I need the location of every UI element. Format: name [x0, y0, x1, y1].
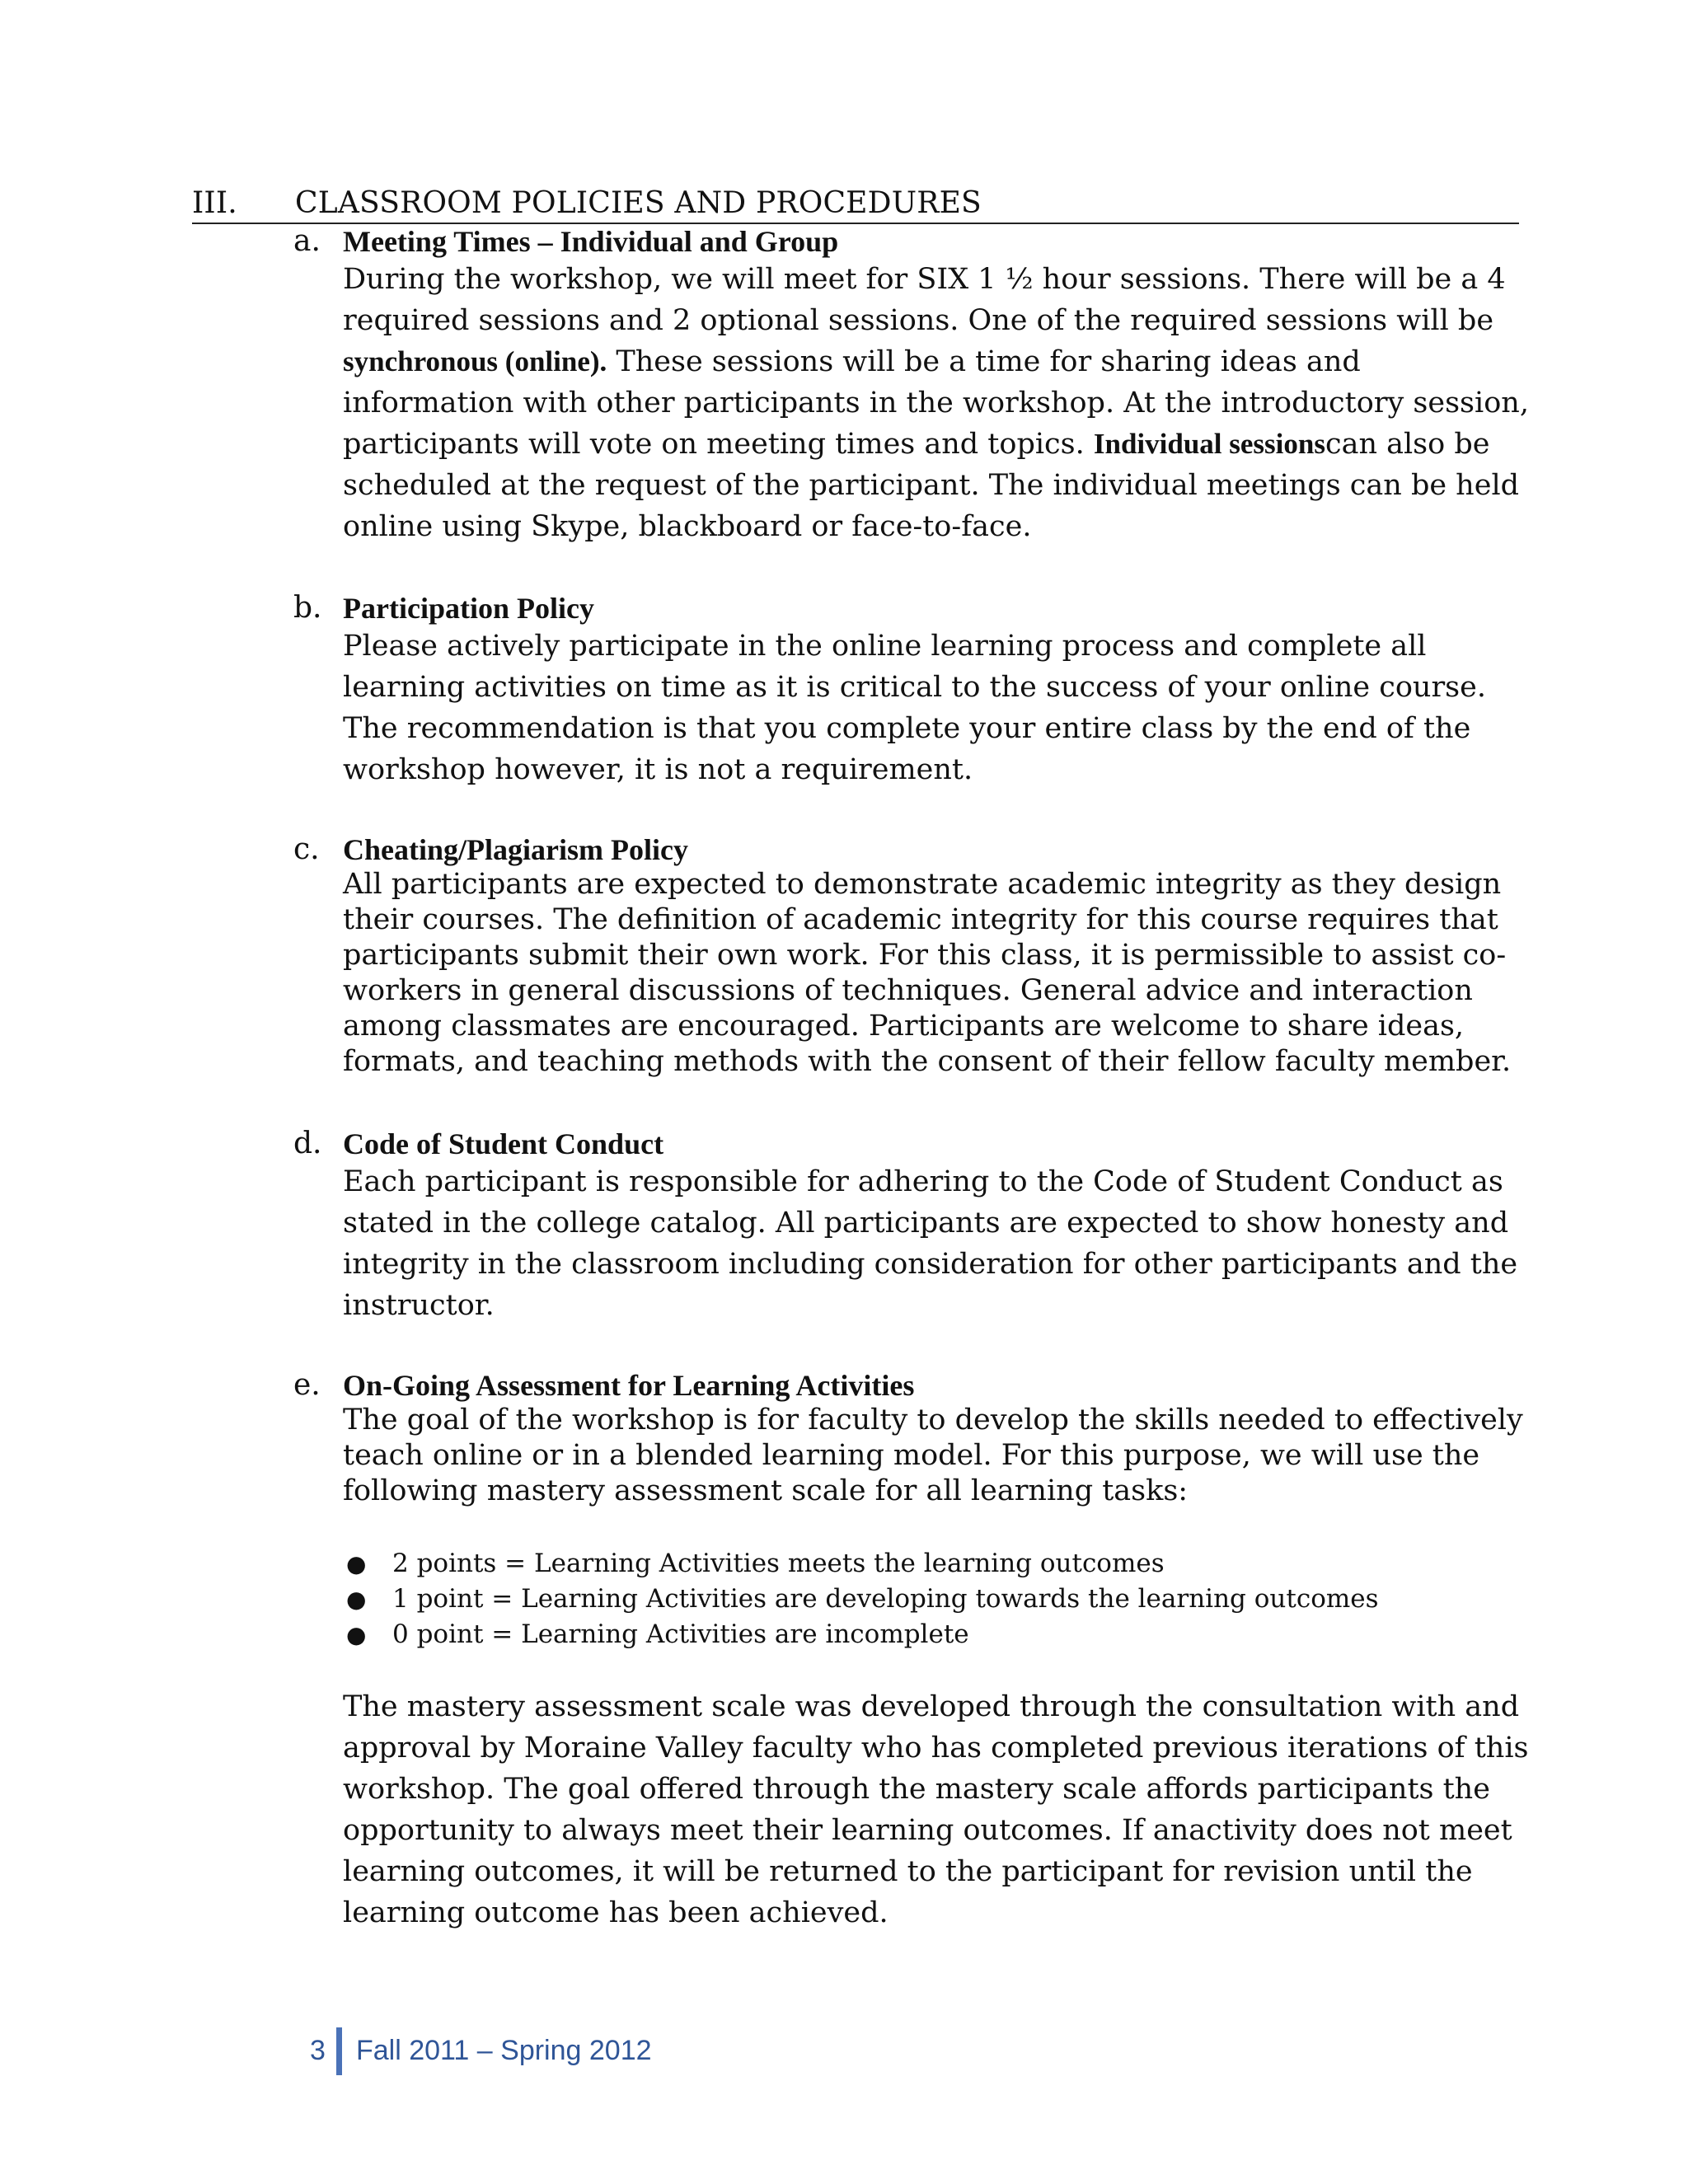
list-item — [343, 1546, 1530, 1582]
item-heading: On-Going Assessment for Learning Activities — [343, 1369, 915, 1402]
emphasis-synchronous: synchronous (online). — [343, 345, 607, 377]
item-marker: b. — [293, 591, 322, 625]
body-text: These sessions will be a time for sharing ideas and information with other participants in the workshop. At the introductory session, participants will vote on meeting times and topics. — [343, 345, 1529, 461]
footer-divider-bar — [336, 2027, 342, 2075]
list-item-text: 0 point = Learning Activities are incomplete — [392, 1619, 969, 1649]
meeting-times-paragraph — [343, 259, 1530, 547]
bullet-icon: ● — [346, 1550, 367, 1577]
list-item-text: 2 points = Learning Activities meets the learning outcomes — [392, 1549, 1165, 1578]
item-heading: Code of Student Conduct — [343, 1127, 664, 1160]
assessment-scale-list — [343, 1546, 1530, 1652]
footer-term: Fall 2011 – Spring 2012 — [356, 2035, 652, 2066]
item-body — [343, 259, 1530, 547]
item-marker: d. — [293, 1127, 322, 1160]
item-marker: a. — [293, 224, 321, 258]
assessment-closing-paragraph: The mastery assessment scale was developed through the consultation with and approval by Moraine Valley faculty who has completed previous iterations of this workshop. The goal offered through the mastery scale affords participants the opportunity to always meet their learning outcomes. If anactivity does not meet learning outcomes, it will be returned to the participant for revision until the learning outcome has been achieved. — [343, 1690, 1529, 1929]
bullet-icon: ● — [346, 1586, 367, 1613]
item-body: Please actively participate in the online learning process and complete all learning activities on time as it is critical to the success of your online course. The recommendation is that you complete your entire class by the end of the workshop however, it is not a requirement. — [343, 630, 1486, 786]
section-heading — [192, 185, 1519, 224]
section-title: CLASSROOM POLICIES AND PROCEDURES — [295, 186, 982, 220]
body-text: During the workshop, we will meet for SIX 1 ½ hour sessions. There will be a 4 required sessions and 2 optional sessions. One of the required sessions will be — [343, 263, 1506, 337]
emphasis-individual-sessions: Individual sessions — [1093, 428, 1325, 460]
list-item-text: 1 point = Learning Activities are developing towards the learning outcomes — [392, 1584, 1379, 1614]
item-marker: c. — [293, 832, 320, 866]
item-heading: Cheating/Plagiarism Policy — [343, 833, 688, 866]
bullet-icon: ● — [346, 1621, 367, 1648]
item-heading: Participation Policy — [343, 592, 594, 625]
item-heading: Meeting Times – Individual and Group — [343, 225, 839, 258]
list-item — [343, 1582, 1530, 1617]
body-text: can also be scheduled at the request of the participant. The individual meetings can be held online using Skype, blackboard or face-to-face. — [343, 428, 1520, 543]
item-marker: e. — [293, 1368, 321, 1402]
page-number: 3 — [310, 2035, 326, 2066]
section-number: III. — [192, 186, 237, 220]
list-item — [343, 1617, 1530, 1652]
item-body: The goal of the workshop is for faculty to develop the skills needed to effectively teach online or in a blended learning model. For this purpose, we will use the following mastery assessment scale for all learning tasks: — [343, 1404, 1523, 1507]
item-body: Each participant is responsible for adhering to the Code of Student Conduct as stated in the college catalog. All participants are expected to show honesty and integrity in the classroom including consideration for other participants and the instructor. — [343, 1165, 1518, 1322]
item-body: All participants are expected to demonstrate academic integrity as they design their courses. The definition of academic integrity for this course requires that participants submit their own work. For this class, it is permissible to assist co-workers in general discussions of techniques. General advice and interaction among classmates are encouraged. Participants are welcome to share ideas, formats, and teaching methods with the consent of their fellow faculty member. — [343, 868, 1512, 1078]
